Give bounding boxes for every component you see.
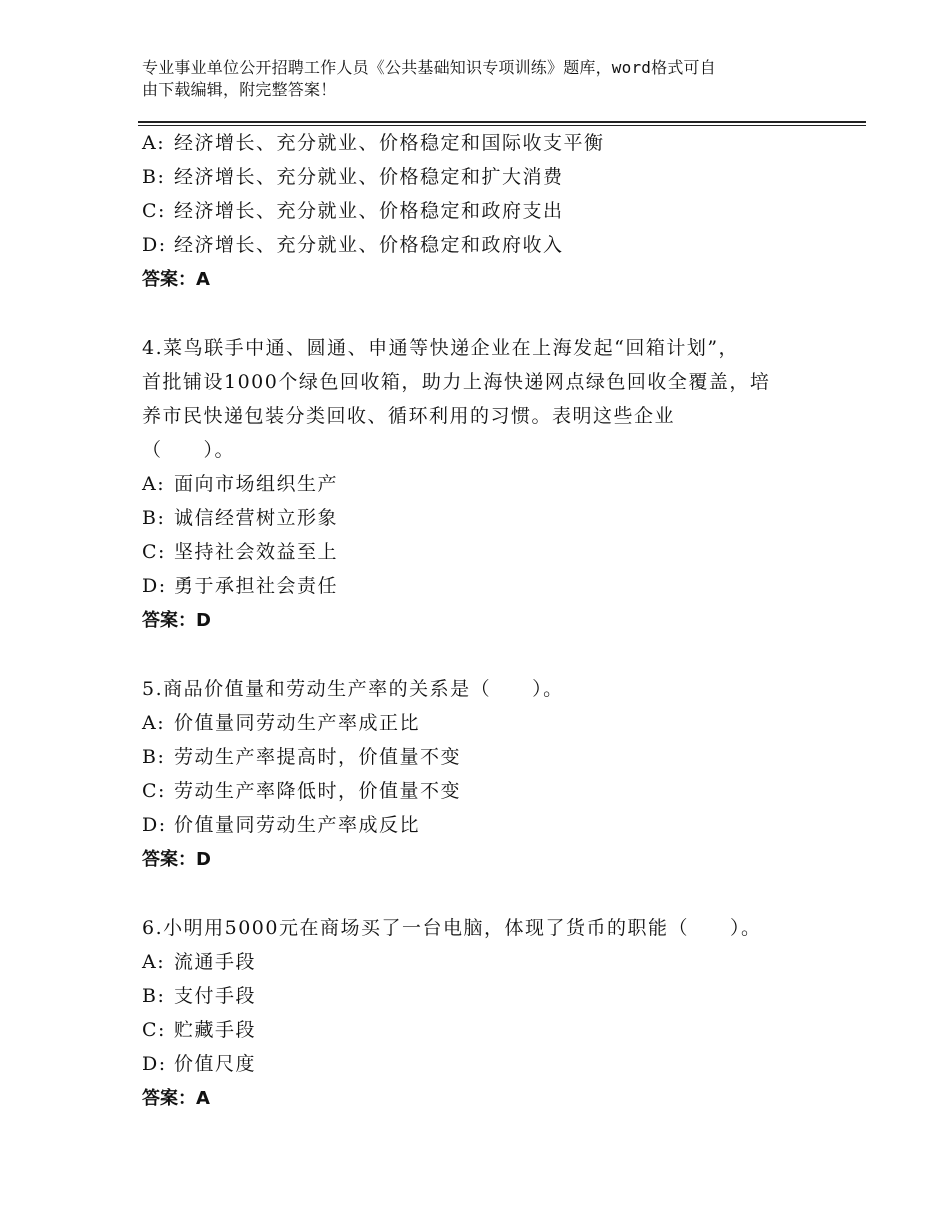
option-text: 劳动生产率降低时，价值量不变 xyxy=(174,780,462,802)
q4-answer: 答案：D xyxy=(142,610,211,631)
q4-question-line-1: 4.菜鸟联手中通、圆通、申通等快递企业在上海发起“回箱计划”， xyxy=(142,337,740,359)
option-key: A: xyxy=(142,473,166,495)
q4-option-d xyxy=(142,573,338,599)
option-key: D: xyxy=(142,1053,167,1075)
q5-question: 5.商品价值量和劳动生产率的关系是（ ）。 xyxy=(142,678,564,700)
q5-option-a xyxy=(142,710,420,736)
option-text: 诚信经营树立形象 xyxy=(174,507,339,529)
option-key: A: xyxy=(142,132,166,154)
document-header xyxy=(142,57,822,101)
option-key: B: xyxy=(142,166,166,188)
option-text: 经济增长、充分就业、价格稳定和政府收入 xyxy=(174,234,564,256)
q5-option-b xyxy=(142,744,461,770)
q4-question-line-3: 养市民快递包装分类回收、循环利用的习惯。表明这些企业 xyxy=(142,405,676,427)
q3-option-b xyxy=(142,164,564,190)
option-key: A: xyxy=(142,712,166,734)
option-key: C: xyxy=(142,1019,166,1041)
option-key: A: xyxy=(142,951,166,973)
option-text: 经济增长、充分就业、价格稳定和扩大消费 xyxy=(174,166,564,188)
q3-answer: 答案：A xyxy=(142,269,210,290)
q6-option-a xyxy=(142,949,256,975)
option-key: B: xyxy=(142,985,166,1007)
option-text: 面向市场组织生产 xyxy=(174,473,339,495)
option-text: 价值量同劳动生产率成正比 xyxy=(174,712,421,734)
option-text: 经济增长、充分就业、价格稳定和政府支出 xyxy=(174,200,564,222)
option-key: B: xyxy=(142,746,166,768)
q5-option-d xyxy=(142,812,420,838)
option-key: D: xyxy=(142,814,167,836)
header-line-2: 由下载编辑，附完整答案！ xyxy=(142,80,337,99)
q6-answer: 答案：A xyxy=(142,1088,210,1109)
q6-option-b xyxy=(142,983,256,1009)
option-text: 勇于承担社会责任 xyxy=(174,575,339,597)
q3-option-c xyxy=(142,198,564,224)
option-key: C: xyxy=(142,200,166,222)
q4-option-a xyxy=(142,471,338,497)
option-text: 劳动生产率提高时，价值量不变 xyxy=(174,746,462,768)
option-key: C: xyxy=(142,541,166,563)
q6-option-c xyxy=(142,1017,256,1043)
option-text: 坚持社会效益至上 xyxy=(174,541,339,563)
option-key: D: xyxy=(142,575,167,597)
option-key: D: xyxy=(142,234,167,256)
q3-option-d xyxy=(142,232,564,258)
option-text: 价值量同劳动生产率成反比 xyxy=(174,814,421,836)
option-text: 支付手段 xyxy=(174,985,257,1007)
q4-question-line-4: （ ）。 xyxy=(142,439,236,461)
option-key: B: xyxy=(142,507,166,529)
option-text: 价值尺度 xyxy=(174,1053,257,1075)
header-line-1: 专业事业单位公开招聘工作人员《公共基础知识专项训练》题库，word格式可自 xyxy=(142,58,716,77)
option-text: 经济增长、充分就业、价格稳定和国际收支平衡 xyxy=(174,132,605,154)
option-text: 贮藏手段 xyxy=(174,1019,257,1041)
q4-option-c xyxy=(142,539,338,565)
q6-option-d xyxy=(142,1051,256,1077)
header-rule-thin xyxy=(138,125,866,126)
option-key: C: xyxy=(142,780,166,802)
q4-question-line-2: 首批铺设1000个绿色回收箱，助力上海快递网点绿色回收全覆盖，培 xyxy=(142,371,771,393)
q5-option-c xyxy=(142,778,461,804)
q3-option-a xyxy=(142,130,605,156)
q5-answer: 答案：D xyxy=(142,849,211,870)
q4-option-b xyxy=(142,505,338,531)
header-rule-thick xyxy=(138,121,866,123)
q6-question: 6.小明用5000元在商场买了一台电脑，体现了货币的职能（ ）。 xyxy=(142,917,762,939)
option-text: 流通手段 xyxy=(174,951,257,973)
